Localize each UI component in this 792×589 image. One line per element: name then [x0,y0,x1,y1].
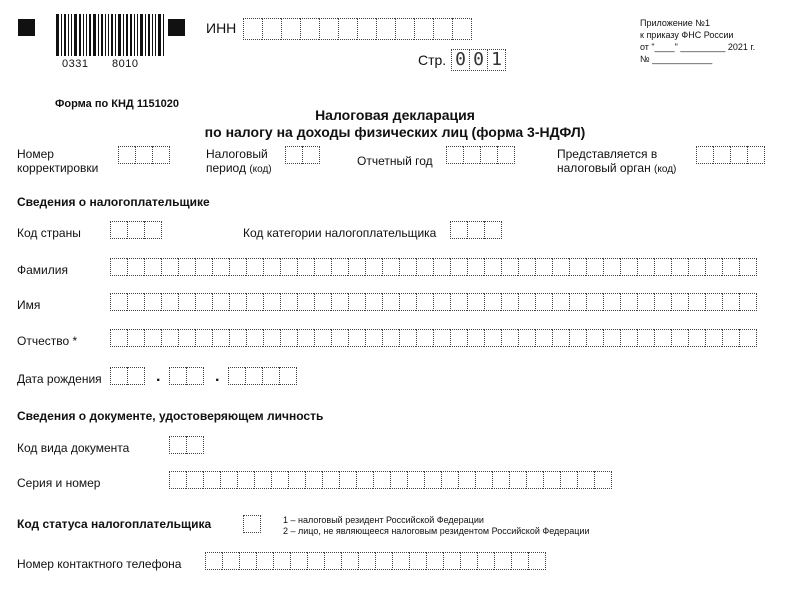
input-cell[interactable] [696,146,713,164]
series-number-field[interactable] [169,471,612,489]
status-heading: Код статуса налогоплательщика [17,517,212,531]
input-cell[interactable] [118,146,135,164]
surname-field[interactable] [110,258,757,276]
input-cell[interactable] [161,329,178,347]
input-cell[interactable] [237,471,254,489]
input-cell[interactable] [603,258,620,276]
input-cell[interactable] [739,329,757,347]
date-separator: . [156,368,161,385]
input-cell[interactable] [739,258,757,276]
form-title-line: по налогу на доходы физических лиц (форма 3-НДФЛ) [204,124,586,140]
input-cell[interactable] [205,552,222,570]
input-cell[interactable] [552,293,569,311]
appendix-line: № ____________ [640,54,713,64]
barcode-bar [68,14,69,56]
input-cell[interactable] [569,329,586,347]
barcode-number-left: 0331 [62,58,89,70]
input-cell[interactable] [528,552,546,570]
input-cell[interactable] [144,221,162,239]
input-cell[interactable] [586,293,603,311]
input-cell[interactable] [416,293,433,311]
barcode-bar [83,14,84,56]
barcode-bar [137,14,138,56]
input-cell[interactable] [730,146,747,164]
input-cell[interactable] [169,367,186,385]
input-cell[interactable] [220,471,237,489]
input-cell[interactable] [203,471,220,489]
input-cell[interactable] [279,367,297,385]
status-options [283,515,589,537]
input-cell[interactable] [246,258,263,276]
input-cell[interactable] [314,293,331,311]
input-cell[interactable] [467,221,484,239]
country-code-label: Код страны [17,226,81,240]
barcode-bar [71,14,72,56]
input-cell[interactable] [501,293,518,311]
barcode-bar [101,14,103,56]
input-cell[interactable] [314,258,331,276]
input-cell[interactable] [433,18,452,40]
input-cell[interactable] [110,221,127,239]
input-cell[interactable] [671,293,688,311]
input-cell[interactable] [280,293,297,311]
input-cell[interactable] [144,258,161,276]
input-cell[interactable] [399,258,416,276]
barcode-bar [64,14,66,56]
input-cell[interactable] [452,18,472,40]
input-cell[interactable] [373,471,390,489]
input-cell[interactable] [161,258,178,276]
input-cell[interactable] [285,146,302,164]
barcode-bar [56,14,59,56]
input-cell[interactable] [475,471,492,489]
input-cell[interactable] [671,258,688,276]
input-cell[interactable] [127,367,145,385]
tax-period-field[interactable] [285,146,320,164]
input-cell[interactable] [212,258,229,276]
input-cell[interactable] [463,146,480,164]
input-cell[interactable] [497,146,515,164]
country-code-field[interactable] [110,221,162,239]
input-cell[interactable] [305,471,322,489]
barcode-bar [105,14,106,56]
barcode-bar [74,14,77,56]
input-cell[interactable] [395,18,414,40]
input-cell[interactable] [212,293,229,311]
input-cell[interactable] [280,258,297,276]
input-cell[interactable] [416,258,433,276]
barcode-bar [163,14,164,56]
page-digit: 0 [469,49,488,71]
birth-year-field[interactable] [228,367,297,385]
input-cell[interactable] [382,258,399,276]
input-cell[interactable] [339,471,356,489]
tax-authority-field[interactable] [696,146,765,164]
input-cell[interactable] [390,471,407,489]
input-cell[interactable] [161,293,178,311]
category-code-label: Код категории налогоплательщика [243,226,437,240]
input-cell[interactable] [501,329,518,347]
input-cell[interactable] [543,471,560,489]
input-cell[interactable] [443,552,460,570]
input-cell[interactable] [671,329,688,347]
input-cell[interactable] [511,552,528,570]
page-label: Стр. [418,52,447,68]
input-cell[interactable] [494,552,511,570]
input-cell[interactable] [263,293,280,311]
input-cell[interactable] [467,258,484,276]
name-label: Имя [17,298,41,312]
input-cell[interactable] [348,293,365,311]
name-field[interactable] [110,293,757,311]
input-cell[interactable] [433,258,450,276]
input-cell[interactable] [414,18,433,40]
doc-type-field[interactable] [169,436,204,454]
input-cell[interactable] [271,471,288,489]
input-cell[interactable] [195,329,212,347]
input-cell[interactable] [186,367,204,385]
input-cell[interactable] [348,329,365,347]
input-cell[interactable] [246,293,263,311]
input-cell[interactable] [262,18,281,40]
page-number [452,49,506,71]
barcode-bar [158,14,161,56]
input-cell[interactable] [376,18,395,40]
input-cell[interactable] [407,471,424,489]
barcode-bar [61,14,62,56]
tax-authority-label-line: Представляется в [557,147,658,161]
input-cell[interactable] [307,552,324,570]
barcode-bar [145,14,146,56]
input-cell[interactable] [722,329,739,347]
input-cell[interactable] [300,18,319,40]
barcode-bar [111,14,113,56]
input-cell[interactable] [338,18,357,40]
input-cell[interactable] [288,471,305,489]
correction-label [17,147,98,175]
input-cell[interactable] [263,258,280,276]
input-cell[interactable] [375,552,392,570]
input-cell[interactable] [552,258,569,276]
input-cell[interactable] [365,329,382,347]
input-cell[interactable] [426,552,443,570]
input-cell[interactable] [392,552,409,570]
birth-date-label: Дата рождения [17,372,102,386]
input-cell[interactable] [186,471,203,489]
input-cell[interactable] [110,258,127,276]
input-cell[interactable] [594,471,612,489]
tax-period-code-note: (код) [249,164,272,175]
input-cell[interactable] [637,329,654,347]
input-cell[interactable] [739,293,757,311]
barcode-bar [89,14,91,56]
input-cell[interactable] [509,471,526,489]
input-cell[interactable] [348,258,365,276]
input-cell[interactable] [152,146,170,164]
input-cell[interactable] [705,329,722,347]
appendix-line: от "____" _________ 2021 г. [640,42,756,52]
input-cell[interactable] [433,293,450,311]
input-cell[interactable] [705,258,722,276]
phone-field[interactable] [205,552,546,570]
report-year-field[interactable] [446,146,515,164]
tax-authority-label [557,147,676,177]
input-cell[interactable] [365,258,382,276]
input-cell[interactable] [365,293,382,311]
input-cell[interactable] [560,471,577,489]
input-cell[interactable] [518,258,535,276]
input-cell[interactable] [433,329,450,347]
input-cell[interactable] [239,552,256,570]
input-cell[interactable] [688,293,705,311]
input-cell[interactable] [480,146,497,164]
input-cell[interactable] [654,293,671,311]
input-cell[interactable] [331,293,348,311]
input-cell[interactable] [484,221,502,239]
input-cell[interactable] [450,293,467,311]
input-cell[interactable] [169,471,186,489]
input-cell[interactable] [212,329,229,347]
barcode-bar [98,14,99,56]
series-number-label: Серия и номер [17,476,101,490]
report-year-label: Отчетный год [357,154,433,168]
correction-label-line: Номер [17,147,54,161]
input-cell[interactable] [127,293,144,311]
appendix-note [640,17,755,65]
input-cell[interactable] [319,18,338,40]
corner-marker-left [18,19,35,36]
input-cell[interactable] [603,329,620,347]
barcode-bar [123,14,124,56]
input-cell[interactable] [526,471,543,489]
input-cell[interactable] [620,329,637,347]
tax-period-label-line: Налоговый [206,147,268,161]
input-cell[interactable] [441,471,458,489]
input-cell[interactable] [222,552,239,570]
birth-day-field[interactable] [110,367,145,385]
tax-authority-code-note: (код) [654,164,677,175]
correction-label-line: корректировки [17,161,99,175]
input-cell[interactable] [382,293,399,311]
input-cell[interactable] [297,293,314,311]
input-cell[interactable] [127,329,144,347]
input-cell[interactable] [705,293,722,311]
input-cell[interactable] [110,293,127,311]
input-cell[interactable] [688,258,705,276]
patronymic-field[interactable] [110,329,757,347]
barcode-bar [115,14,116,56]
input-cell[interactable] [273,552,290,570]
input-cell[interactable] [518,329,535,347]
input-cell[interactable] [467,329,484,347]
input-cell[interactable] [229,293,246,311]
input-cell[interactable] [331,258,348,276]
input-cell[interactable] [501,258,518,276]
category-code-field[interactable] [450,221,502,239]
input-cell[interactable] [450,258,467,276]
input-cell[interactable] [314,329,331,347]
input-cell[interactable] [620,293,637,311]
input-cell[interactable] [245,367,262,385]
input-cell[interactable] [477,552,494,570]
input-cell[interactable] [324,552,341,570]
appendix-line: Приложение №1 [640,18,710,28]
input-cell[interactable] [722,293,739,311]
input-cell[interactable] [713,146,730,164]
input-cell[interactable] [688,329,705,347]
input-cell[interactable] [358,552,375,570]
input-cell[interactable] [569,258,586,276]
input-cell[interactable] [654,258,671,276]
input-cell[interactable] [416,329,433,347]
date-separator: . [215,368,220,385]
input-cell[interactable] [246,329,263,347]
input-cell[interactable] [195,293,212,311]
taxpayer-heading: Сведения о налогоплательщике [17,195,210,209]
input-cell[interactable] [110,329,127,347]
barcode-bar [108,14,109,56]
input-cell[interactable] [409,552,426,570]
input-cell[interactable] [281,18,300,40]
input-cell[interactable] [484,258,501,276]
input-cell[interactable] [290,552,307,570]
input-cell[interactable] [135,146,152,164]
input-cell[interactable] [637,258,654,276]
input-cell[interactable] [356,471,373,489]
barcode [56,14,166,56]
page-digit: 0 [451,49,470,71]
input-cell[interactable] [569,293,586,311]
input-cell[interactable] [552,329,569,347]
patronymic-label: Отчество * [17,334,78,348]
input-cell[interactable] [458,471,475,489]
input-cell[interactable] [518,293,535,311]
input-cell[interactable] [620,258,637,276]
tax-period-label-line: период [206,161,246,175]
input-cell[interactable] [127,258,144,276]
status-option: 1 – налоговый резидент Российской Федерации [283,515,484,525]
tax-authority-label-line: налоговый орган [557,161,651,175]
barcode-bar [152,14,153,56]
doc-type-label: Код вида документа [17,441,130,455]
inn-label: ИНН [206,20,237,36]
input-cell[interactable] [297,258,314,276]
input-cell[interactable] [484,293,501,311]
barcode-bar [126,14,128,56]
input-cell[interactable] [450,221,467,239]
input-cell[interactable] [169,436,186,454]
input-cell[interactable] [654,329,671,347]
barcode-bar [148,14,150,56]
barcode-number-right: 8010 [112,58,139,70]
input-cell[interactable] [535,329,552,347]
input-cell[interactable] [341,552,358,570]
input-cell[interactable] [357,18,376,40]
input-cell[interactable] [243,18,262,40]
input-cell[interactable] [110,367,127,385]
input-cell[interactable] [280,329,297,347]
input-cell[interactable] [586,329,603,347]
input-cell[interactable] [331,329,348,347]
input-cell[interactable] [195,258,212,276]
input-cell[interactable] [450,329,467,347]
input-cell[interactable] [178,258,195,276]
page-digit: 1 [487,49,506,71]
input-cell[interactable] [747,146,765,164]
input-cell[interactable] [382,329,399,347]
input-cell[interactable] [460,552,477,570]
input-cell[interactable] [722,258,739,276]
input-cell[interactable] [637,293,654,311]
input-cell[interactable] [603,293,620,311]
form-knd: Форма по КНД 1151020 [55,98,180,110]
form-title [160,107,630,141]
input-cell[interactable] [467,293,484,311]
input-cell[interactable] [144,293,161,311]
status-code-field[interactable] [243,515,261,533]
barcode-bar [118,14,121,56]
input-cell[interactable] [263,329,280,347]
barcode-bar [79,14,81,56]
input-cell[interactable] [186,436,204,454]
phone-label: Номер контактного телефона [17,557,182,571]
barcode-bar [134,14,135,56]
input-cell[interactable] [399,329,416,347]
corner-marker-right [168,19,185,36]
barcode-bar [155,14,156,56]
input-cell[interactable] [484,329,501,347]
input-cell[interactable] [243,515,261,533]
input-cell[interactable] [127,221,144,239]
input-cell[interactable] [446,146,463,164]
input-cell[interactable] [586,258,603,276]
input-cell[interactable] [577,471,594,489]
input-cell[interactable] [229,329,246,347]
birth-month-field[interactable] [169,367,204,385]
input-cell[interactable] [229,258,246,276]
input-cell[interactable] [424,471,441,489]
input-cell[interactable] [228,367,245,385]
input-cell[interactable] [144,329,161,347]
inn-field[interactable] [243,18,472,40]
input-cell[interactable] [399,293,416,311]
input-cell[interactable] [178,329,195,347]
barcode-bar [130,14,132,56]
appendix-line: к приказу ФНС России [640,30,734,40]
form-title-line: Налоговая декларация [315,107,475,123]
input-cell[interactable] [535,293,552,311]
barcode-bar [93,14,96,56]
input-cell[interactable] [256,552,273,570]
status-option: 2 – лицо, не являющееся налоговым резидентом Российской Федерации [283,526,590,536]
barcode-bar [86,14,87,56]
input-cell[interactable] [262,367,279,385]
document-heading: Сведения о документе, удостоверяющем личность [17,409,324,423]
correction-number-field[interactable] [118,146,170,164]
input-cell[interactable] [297,329,314,347]
input-cell[interactable] [492,471,509,489]
input-cell[interactable] [302,146,320,164]
input-cell[interactable] [322,471,339,489]
surname-label: Фамилия [17,263,68,277]
input-cell[interactable] [254,471,271,489]
tax-period-label [206,147,272,177]
input-cell[interactable] [178,293,195,311]
input-cell[interactable] [535,258,552,276]
barcode-bar [140,14,143,56]
